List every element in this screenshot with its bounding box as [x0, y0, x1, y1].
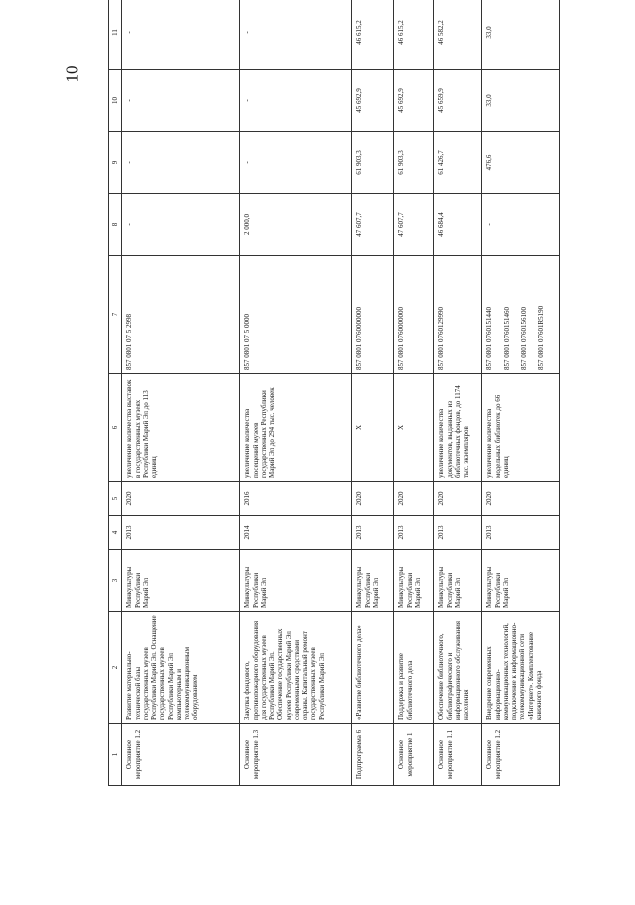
- cell-result: увеличение количества документов, выданных из библиотечных фондов, до 1174 тыс. экземпляров: [434, 374, 482, 482]
- cell-result: X: [394, 374, 434, 482]
- cell-executor: Минкультуры Республики Марий Эл: [352, 550, 394, 612]
- cell-value-8: 46 684,4: [434, 194, 482, 256]
- rotated-table-wrapper: [108, 0, 545, 786]
- cell-activity: Основное мероприятие 1.3: [240, 724, 352, 786]
- cell-name: Закупка фондового, противопожарного оборудования для государственных музеев Республики Марий Эл. Обеспечение государственных музеев Республики Марий Эл современными средствами охраны. Капитальный ремонт государственных музеев Республики Марий Эл: [240, 612, 352, 724]
- cell-name: Внедрение современных информационно-коммуникационных технологий, подключение к информационно-телекоммуникационной сети «Интернет». Комплектование книжного фонда: [482, 612, 560, 724]
- budget-code: 857 0801 0760151440: [485, 307, 494, 370]
- table-row: [122, 0, 240, 786]
- page-number: 10: [62, 65, 82, 83]
- cell-activity: Подпрограмма 6: [352, 724, 394, 786]
- header-cell-1: 1: [109, 724, 122, 786]
- cell-end-year: 2016: [240, 482, 352, 516]
- cell-end-year: 2020: [352, 482, 394, 516]
- cell-value-8: -: [482, 194, 560, 256]
- budget-code: 857 0801 07 5 2998: [125, 314, 134, 370]
- cell-budget-code: [240, 256, 352, 374]
- cell-value-10: 45 692,9: [352, 70, 394, 132]
- header-cell-9: 9: [109, 132, 122, 194]
- cell-value-10: 33,0: [482, 70, 560, 132]
- cell-result: X: [352, 374, 394, 482]
- cell-result: увеличение количества модельных библиотек до 66 единиц: [482, 374, 560, 482]
- cell-end-year: 2020: [394, 482, 434, 516]
- cell-end-year: 2020: [482, 482, 560, 516]
- table-row: [482, 0, 560, 786]
- header-cell-3: 3: [109, 550, 122, 612]
- cell-executor: Минкультуры Республики Марий Эл: [122, 550, 240, 612]
- header-cell-4: 4: [109, 516, 122, 550]
- budget-code: 857 0801 0760000000: [355, 307, 364, 370]
- cell-start-year: 2013: [434, 516, 482, 550]
- budget-code: 857 0801 0760000000: [397, 307, 406, 370]
- program-table: [108, 0, 560, 786]
- cell-budget-code: [352, 256, 394, 374]
- cell-value-9: -: [240, 132, 352, 194]
- cell-start-year: 2013: [482, 516, 560, 550]
- cell-value-8: -: [122, 194, 240, 256]
- cell-start-year: 2013: [352, 516, 394, 550]
- cell-name: Развитие материально-технической базы государственных музеев Республики Марий Эл. Оснащение государственных музеев Республики Марий Эл компьютерным и телекоммуникационным оборудованием: [122, 612, 240, 724]
- budget-code: 857 0801 0760156100: [519, 307, 528, 370]
- cell-budget-code: [394, 256, 434, 374]
- table-row: [434, 0, 482, 786]
- cell-value-9: -: [122, 132, 240, 194]
- cell-activity: Основное мероприятие 1.1: [434, 724, 482, 786]
- cell-activity: Основное мероприятие 1.2: [122, 724, 240, 786]
- cell-activity: Основное мероприятие 1: [394, 724, 434, 786]
- table-row: [394, 0, 434, 786]
- budget-code: 857 0801 07 5 0000: [243, 314, 252, 370]
- budget-code: 857 0801 0760151460: [502, 307, 511, 370]
- cell-budget-code: [482, 256, 560, 374]
- cell-value-8: 2 000,0: [240, 194, 352, 256]
- cell-value-11: 46 615,2: [394, 0, 434, 70]
- header-cell-10: 10: [109, 70, 122, 132]
- cell-value-9: 61 903,3: [352, 132, 394, 194]
- cell-value-10: -: [240, 70, 352, 132]
- cell-executor: Минкультуры Республики Марий Эл: [434, 550, 482, 612]
- cell-value-9: 476,6: [482, 132, 560, 194]
- cell-start-year: 2013: [122, 516, 240, 550]
- cell-end-year: 2020: [122, 482, 240, 516]
- header-cell-5: 5: [109, 482, 122, 516]
- cell-value-10: 45 692,9: [394, 70, 434, 132]
- budget-code: 857 0801 0760129990: [437, 307, 446, 370]
- cell-value-11: 33,0: [482, 0, 560, 70]
- cell-value-11: -: [122, 0, 240, 70]
- cell-name: Поддержка и развитие библиотечного дела: [394, 612, 434, 724]
- table-row: [352, 0, 394, 786]
- header-cell-6: 6: [109, 374, 122, 482]
- cell-budget-code: [434, 256, 482, 374]
- cell-value-10: -: [122, 70, 240, 132]
- cell-budget-code: [122, 256, 240, 374]
- header-row: [109, 0, 122, 786]
- cell-value-10: 45 659,9: [434, 70, 482, 132]
- cell-value-11: 46 615,2: [352, 0, 394, 70]
- cell-value-8: 47 607,7: [394, 194, 434, 256]
- cell-value-8: 47 607,7: [352, 194, 394, 256]
- table-row: [240, 0, 352, 786]
- cell-activity: Основное мероприятие 1.2: [482, 724, 560, 786]
- cell-value-9: 61 903,3: [394, 132, 434, 194]
- cell-executor: Минкультуры Республики Марий Эл: [394, 550, 434, 612]
- cell-name: «Развитие библиотечного дела»: [352, 612, 394, 724]
- cell-name: Обеспечение библиотечного, библиографического и информационного обслуживания населения: [434, 612, 482, 724]
- header-cell-11: 11: [109, 0, 122, 70]
- cell-value-11: 46 582,2: [434, 0, 482, 70]
- header-cell-8: 8: [109, 194, 122, 256]
- budget-code: 857 0801 07601R5190: [537, 305, 545, 370]
- cell-executor: Минкультуры Республики Марий Эл: [240, 550, 352, 612]
- cell-start-year: 2014: [240, 516, 352, 550]
- cell-result: увеличение количества посещений музеев государственных Республики Марий Эл до 294 тыс. человек: [240, 374, 352, 482]
- cell-end-year: 2020: [434, 482, 482, 516]
- cell-start-year: 2013: [394, 516, 434, 550]
- cell-result: увеличение количества выставок в государственных музеях Республики Марий Эл до 113 единиц: [122, 374, 240, 482]
- cell-executor: Минкультуры Республики Марий Эл: [482, 550, 560, 612]
- header-cell-2: 2: [109, 612, 122, 724]
- cell-value-9: 61 426,7: [434, 132, 482, 194]
- header-cell-7: 7: [109, 256, 122, 374]
- cell-value-11: -: [240, 0, 352, 70]
